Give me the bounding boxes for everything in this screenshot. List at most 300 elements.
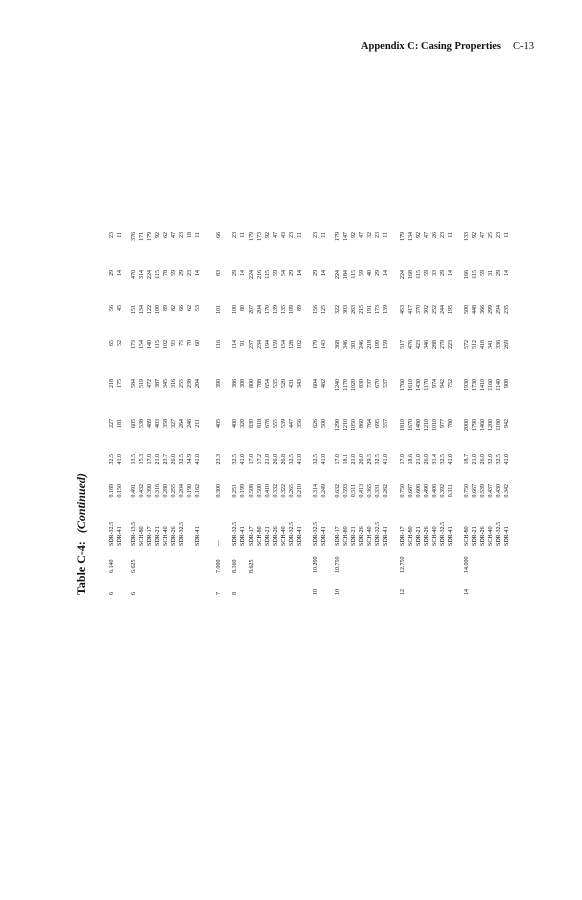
cell-col-a: 764 xyxy=(367,419,374,428)
cell-sdr: 32.5 xyxy=(496,454,503,465)
cell-col-c: 70 xyxy=(187,340,194,346)
cell-col-b: 343 xyxy=(297,379,304,388)
nominal-size: 10 xyxy=(335,589,341,595)
cell-designation: SCH-40 xyxy=(488,526,495,546)
cell-col-b: 175 xyxy=(117,379,124,388)
table-row xyxy=(194,125,202,595)
cell-col-c: 116 xyxy=(216,340,222,349)
cell-wall: 0.490 xyxy=(424,484,431,498)
cell-wall: 0.249 xyxy=(321,484,328,498)
cell-sdr: 34.9 xyxy=(187,454,194,465)
cell-col-b: 830 xyxy=(359,379,366,388)
table-row xyxy=(146,125,154,595)
cell-col-a: 678 xyxy=(265,419,272,428)
cell-col-f: 171 xyxy=(139,232,146,241)
cell-designation: SCH-40 xyxy=(163,526,170,546)
cell-col-b: 238 xyxy=(187,379,194,388)
table-row xyxy=(264,125,272,595)
cell-wall: 0.593 xyxy=(343,484,350,498)
cell-col-e: 29 xyxy=(232,270,238,276)
cell-col-d: 53 xyxy=(195,305,202,311)
cell-col-e: 14 xyxy=(504,270,511,276)
cell-col-e: 115 xyxy=(416,270,423,279)
cell-designation: SDR-41 xyxy=(240,526,247,546)
cell-sdr: 26.0 xyxy=(359,454,366,465)
cell-col-d: 134 xyxy=(139,305,146,314)
cell-col-a: 1290 xyxy=(335,419,341,431)
cell-designation: SDR-26 xyxy=(359,526,366,546)
cell-col-d: 366 xyxy=(480,305,487,314)
outside-diameter: 10.750 xyxy=(335,556,341,573)
cell-designation: SDR-21 xyxy=(472,526,479,546)
cell-col-d: 135 xyxy=(281,305,288,314)
cell-col-e: 29 xyxy=(440,270,447,276)
cell-col-d: 191 xyxy=(367,305,374,314)
cell-sdr: 26.8 xyxy=(281,454,288,465)
cell-col-e: 14 xyxy=(117,270,124,276)
cell-col-e: 14 xyxy=(195,270,202,276)
cell-col-b: 204 xyxy=(195,379,202,388)
cell-col-c: 140 xyxy=(147,340,154,349)
page-number: C-13 xyxy=(513,41,534,52)
cell-col-e: 29 xyxy=(109,270,115,276)
cell-col-e: 29 xyxy=(375,270,382,276)
cell-wall: 0.251 xyxy=(232,484,238,498)
cell-col-d: 100 xyxy=(155,305,162,314)
cell-designation: SCH-80 xyxy=(257,526,264,546)
cell-col-a: 2000 xyxy=(464,419,470,431)
cell-designation: SDR-32.5 xyxy=(375,521,382,546)
table-row xyxy=(288,125,296,595)
cell-col-b: 1760 xyxy=(400,379,406,391)
cell-designation: SDR-32.5 xyxy=(109,521,115,546)
cell-col-f: 147 xyxy=(343,232,350,241)
cell-col-b: 737 xyxy=(367,379,374,388)
cell-col-f: 11 xyxy=(448,232,455,238)
cell-col-e: 54 xyxy=(281,270,288,276)
cell-col-c: 52 xyxy=(117,340,124,346)
cell-col-f: 376 xyxy=(131,232,137,241)
cell-sdr: 18.6 xyxy=(408,454,415,465)
cell-col-e: 14 xyxy=(297,270,304,276)
cell-col-d: 89 xyxy=(297,305,304,311)
nominal-size: 10 xyxy=(313,589,319,595)
cell-col-f: 11 xyxy=(195,232,202,238)
table-row xyxy=(358,125,366,595)
cell-wall: 0.606 xyxy=(416,484,423,498)
cell-col-e: 216 xyxy=(257,270,264,279)
cell-col-c: 517 xyxy=(400,340,406,349)
cell-col-f: 23 xyxy=(179,232,186,238)
cell-sdr: 32.5 xyxy=(375,454,382,465)
cell-col-d: 207 xyxy=(249,305,255,314)
cell-wall: 0.430 xyxy=(496,484,503,498)
cell-wall: 0.687 xyxy=(408,484,415,498)
cell-designation: SCH-80 xyxy=(343,526,350,546)
cell-designation: SDR-41 xyxy=(383,526,390,546)
cell-wall: 0.262 xyxy=(383,484,390,498)
cell-designation: SDR-41 xyxy=(297,526,304,546)
cell-col-a: 1670 xyxy=(408,419,415,431)
cell-col-b: 519 xyxy=(139,379,146,388)
cell-col-a: 539 xyxy=(281,419,288,428)
cell-col-b: 390 xyxy=(216,379,222,388)
cell-col-d: 89 xyxy=(163,305,170,311)
cell-col-c: 288 xyxy=(432,340,439,349)
cell-col-a: 227 xyxy=(109,419,115,428)
cell-col-a: 489 xyxy=(147,419,154,428)
cell-designation: SCH-40 xyxy=(367,526,374,546)
cell-col-c: 423 xyxy=(416,340,423,349)
cell-sdr: 21.0 xyxy=(155,454,162,465)
nominal-size: 14 xyxy=(464,589,470,595)
cell-col-c: 173 xyxy=(131,340,137,349)
cell-col-e: 83 xyxy=(216,270,222,276)
cell-sdr: 32.0 xyxy=(488,454,495,465)
cell-wall: 0.406 xyxy=(432,484,439,498)
cell-designation: SDR-41 xyxy=(117,526,124,546)
cell-col-c: 60 xyxy=(195,340,202,346)
outside-diameter: 6.625 xyxy=(131,559,137,573)
cell-col-b: 942 xyxy=(440,379,447,388)
cell-col-f: 92 xyxy=(155,232,162,238)
table-row xyxy=(108,125,116,595)
cell-col-c: 301 xyxy=(351,340,358,349)
cell-col-c: 269 xyxy=(504,340,511,349)
cell-col-b: 520 xyxy=(281,379,288,388)
cell-col-d: 66 xyxy=(179,305,186,311)
cell-col-a: 405 xyxy=(216,419,222,428)
cell-sdr: 32.5 xyxy=(289,454,296,465)
cell-col-d: 101 xyxy=(216,305,222,314)
cell-col-d: 322 xyxy=(335,305,341,314)
cell-designation: SDR-26 xyxy=(480,526,487,546)
cell-designation: SDR-41 xyxy=(321,526,328,546)
cell-designation: SDR-26 xyxy=(171,526,178,546)
cell-col-d: 62 xyxy=(187,305,194,311)
cell-col-b: 218 xyxy=(109,379,115,388)
table-row xyxy=(186,125,194,595)
cell-col-b: 386 xyxy=(232,379,238,388)
outside-diameter: 8.625 xyxy=(249,559,255,573)
cell-col-d: 417 xyxy=(408,305,415,314)
cell-col-e: 314 xyxy=(139,270,146,279)
cell-col-f: 179 xyxy=(400,232,406,241)
cell-col-d: 56 xyxy=(109,305,115,311)
table-row xyxy=(248,125,256,595)
cell-designation: SCH-40 xyxy=(432,526,439,546)
cell-col-f: 62 xyxy=(163,232,170,238)
cell-col-d: 263 xyxy=(351,305,358,314)
cell-col-a: 605 xyxy=(131,419,137,428)
cell-col-e: 166 xyxy=(464,270,470,279)
cell-wall: 0.432 xyxy=(139,484,146,498)
cell-sdr: 18.1 xyxy=(343,454,350,465)
cell-wall: 0.437 xyxy=(488,484,495,498)
cell-col-d: 204 xyxy=(257,305,264,314)
cell-col-a: 211 xyxy=(195,419,202,428)
table-row xyxy=(431,125,439,595)
cell-col-b: 788 xyxy=(257,379,264,388)
cell-col-b: 974 xyxy=(432,379,439,388)
cell-sdr: 23.3 xyxy=(216,454,222,465)
cell-col-a: 500 xyxy=(321,419,328,428)
cell-col-e: 224 xyxy=(249,270,255,279)
cell-col-e: 33 xyxy=(432,270,439,276)
table-row xyxy=(350,125,358,595)
cell-wall: 0.390 xyxy=(147,484,154,498)
table-row xyxy=(342,125,350,595)
cell-col-c: 218 xyxy=(367,340,374,349)
cell-col-b: 1410 xyxy=(480,379,487,391)
cell-col-b: 537 xyxy=(383,379,390,388)
cell-wall: 0.508 xyxy=(249,484,255,498)
cell-col-b: 1140 xyxy=(496,379,503,391)
cell-col-d: 453 xyxy=(400,305,406,314)
cell-col-d: 45 xyxy=(117,305,124,311)
cell-wall: 0.255 xyxy=(171,484,178,498)
cell-col-e: 14 xyxy=(321,270,328,276)
cell-wall: 0.311 xyxy=(448,484,455,498)
cell-col-f: 23 xyxy=(289,232,296,238)
table-row xyxy=(296,125,304,595)
cell-sdr: 32.5 xyxy=(179,454,186,465)
cell-col-f: 11 xyxy=(117,232,124,238)
cell-col-a: 1010 xyxy=(432,419,439,431)
cell-wall: 0.265 xyxy=(289,484,296,498)
cell-sdr: 41.0 xyxy=(448,454,455,465)
cell-wall: 0.162 xyxy=(195,484,202,498)
cell-col-a: 557 xyxy=(383,419,390,428)
cell-wall: 0.280 xyxy=(163,484,170,498)
cell-sdr: 17.0 xyxy=(400,454,406,465)
table-row xyxy=(162,125,170,595)
cell-col-c: 65 xyxy=(109,340,115,346)
cell-col-c: 75 xyxy=(179,340,186,346)
cell-col-c: 237 xyxy=(249,340,255,349)
cell-col-f: 133 xyxy=(464,232,470,241)
cell-sdr: 13.5 xyxy=(131,454,137,465)
cell-wall: 0.190 xyxy=(187,484,194,498)
cell-col-c: 154 xyxy=(281,340,288,349)
cell-col-c: 234 xyxy=(257,340,264,349)
table-row xyxy=(399,125,407,595)
cell-col-e: 470 xyxy=(131,270,137,279)
cell-col-f: 11 xyxy=(297,232,304,238)
cell-designation: SDR-17 xyxy=(335,526,341,546)
table-row xyxy=(334,125,342,595)
cell-col-e: 59 xyxy=(424,270,431,276)
cell-designation: SDR-32.5 xyxy=(496,521,503,546)
cell-sdr: 26.0 xyxy=(424,454,431,465)
cell-col-a: 555 xyxy=(273,419,280,428)
cell-col-e: 59 xyxy=(480,270,487,276)
cell-col-a: 830 xyxy=(249,419,255,428)
cell-wall: 0.392 xyxy=(440,484,447,498)
cell-col-c: 341 xyxy=(488,340,495,349)
cell-sdr: 41.0 xyxy=(117,454,124,465)
cell-col-b: 1430 xyxy=(416,379,423,391)
cell-col-f: 11 xyxy=(383,232,390,238)
cell-sdr: 26.0 xyxy=(171,454,178,465)
cell-col-d: 448 xyxy=(472,305,479,314)
cell-col-b: 1930 xyxy=(464,379,470,391)
cell-col-e: 29 xyxy=(496,270,503,276)
cell-col-c: 102 xyxy=(297,340,304,349)
cell-col-c: 246 xyxy=(359,340,366,349)
cell-sdr: 18.7 xyxy=(464,454,470,465)
cell-col-b: 316 xyxy=(171,379,178,388)
cell-col-a: 1180 xyxy=(496,419,503,431)
cell-designation: SCH-80 xyxy=(464,526,470,546)
cell-col-a: 447 xyxy=(289,419,296,428)
cell-col-b: 1730 xyxy=(472,379,479,391)
cell-designation: SDR-17 xyxy=(147,526,154,546)
cell-col-d: 100 xyxy=(232,305,238,314)
cell-col-e: 59 xyxy=(273,270,280,276)
cell-sdr: 41.0 xyxy=(297,454,304,465)
nominal-size: 12 xyxy=(400,589,406,595)
table-row xyxy=(463,125,471,595)
cell-col-a: 1810 xyxy=(400,419,406,431)
cell-wall: 0.332 xyxy=(273,484,280,498)
cell-col-d: 215 xyxy=(359,305,366,314)
cell-wall: 0.410 xyxy=(265,484,272,498)
cell-col-f: 179 xyxy=(249,232,255,241)
cell-sdr: 17.0 xyxy=(335,454,341,465)
cell-col-c: 223 xyxy=(448,340,455,349)
cell-col-a: 246 xyxy=(187,419,194,428)
cell-col-d: 151 xyxy=(131,305,137,314)
cell-col-b: 670 xyxy=(375,379,382,388)
cell-col-b: 482 xyxy=(321,379,328,388)
cell-col-f: 179 xyxy=(147,232,154,241)
cell-col-e: 59 xyxy=(171,270,178,276)
cell-wall: 0.413 xyxy=(359,484,366,498)
cell-wall: 0.750 xyxy=(464,484,470,498)
cell-col-b: 1610 xyxy=(408,379,415,391)
cell-col-e: 23 xyxy=(187,270,194,276)
cell-sdr: 41.0 xyxy=(383,454,390,465)
cell-wall: 0.491 xyxy=(131,484,137,498)
cell-sdr: 32.5 xyxy=(232,454,238,465)
cell-sdr: 29.5 xyxy=(367,454,374,465)
cell-col-b: 387 xyxy=(155,379,162,388)
cell-sdr: 41.0 xyxy=(504,454,511,465)
cell-sdr: 23.7 xyxy=(163,454,170,465)
cell-col-e: 14 xyxy=(383,270,390,276)
cell-sdr: 41.0 xyxy=(240,454,247,465)
cell-designation: SDR-13.5 xyxy=(131,521,137,546)
table-row xyxy=(447,125,455,595)
cell-col-e: 59 xyxy=(359,270,366,276)
cell-col-a: 1210 xyxy=(343,419,350,431)
cell-col-e: 40 xyxy=(367,270,374,276)
cell-designation: SCH-80 xyxy=(408,526,415,546)
cell-col-a: 1790 xyxy=(472,419,479,431)
cell-col-d: 294 xyxy=(496,305,503,314)
cell-col-f: 92 xyxy=(265,232,272,238)
cell-col-f: 11 xyxy=(240,232,247,238)
cell-col-a: 1200 xyxy=(488,419,495,431)
cell-wall: 0.189 xyxy=(109,484,115,498)
cell-wall: 0.322 xyxy=(281,484,288,498)
cell-col-e: 14 xyxy=(448,270,455,276)
table-row xyxy=(495,125,503,595)
cell-designation: SDR-17 xyxy=(400,526,406,546)
cell-col-d: 252 xyxy=(432,305,439,314)
table-row xyxy=(231,125,239,595)
cell-col-b: 535 xyxy=(273,379,280,388)
rotated-table-region xyxy=(74,115,511,595)
cell-sdr: 31.4 xyxy=(432,454,439,465)
cell-col-d: 244 xyxy=(440,305,447,314)
cell-col-b: 604 xyxy=(313,379,319,388)
cell-col-f: 26 xyxy=(432,232,439,238)
cell-wall: 0.314 xyxy=(313,484,319,498)
cell-col-b: 472 xyxy=(147,379,154,388)
cell-col-e: 115 xyxy=(472,270,479,279)
cell-col-e: 224 xyxy=(400,270,406,279)
cell-col-c: 159 xyxy=(273,340,280,349)
cell-col-e: 184 xyxy=(343,270,350,279)
cell-designation: SDR-21 xyxy=(265,526,272,546)
cell-col-e: 168 xyxy=(408,270,415,279)
cell-col-f: 92 xyxy=(472,232,479,238)
cell-col-c: 91 xyxy=(240,340,247,346)
cell-sdr: 41.0 xyxy=(321,454,328,465)
cell-sdr: 15.3 xyxy=(139,454,146,465)
cell-col-f: 47 xyxy=(171,232,178,238)
cell-col-a: 358 xyxy=(163,419,170,428)
cell-col-f: 47 xyxy=(273,232,280,238)
cell-col-d: 156 xyxy=(313,305,319,314)
cell-sdr: 17.0 xyxy=(249,454,255,465)
cell-col-c: 154 xyxy=(139,340,146,349)
cell-col-d: 173 xyxy=(375,305,382,314)
table-row xyxy=(178,125,186,595)
cell-col-d: 170 xyxy=(265,305,272,314)
cell-sdr: 26.0 xyxy=(273,454,280,465)
cell-col-a: 977 xyxy=(440,419,447,428)
cell-col-e: 78 xyxy=(163,270,170,276)
cell-designation: SDR-41 xyxy=(195,526,202,546)
cell-col-f: 11 xyxy=(321,232,328,238)
cell-col-e: 29 xyxy=(179,270,186,276)
cell-sdr: 32.5 xyxy=(313,454,319,465)
nominal-size: 6 xyxy=(131,592,137,595)
cell-col-f: 47 xyxy=(480,232,487,238)
cell-col-b: 800 xyxy=(249,379,255,388)
cell-col-f: 66 xyxy=(216,232,222,238)
nominal-size: 6 xyxy=(109,592,115,595)
cell-sdr: 21.0 xyxy=(265,454,272,465)
table-row xyxy=(215,125,223,595)
cell-col-b: 908 xyxy=(504,379,511,388)
cell-wall: 0.316 xyxy=(155,484,162,498)
cell-col-a: 1050 xyxy=(351,419,358,431)
cell-col-c: 102 xyxy=(163,340,170,349)
cell-col-c: 572 xyxy=(464,340,470,349)
table-row xyxy=(439,125,447,595)
cell-col-d: 303 xyxy=(343,305,350,314)
cell-sdr: 41.0 xyxy=(195,454,202,465)
cell-col-c: 336 xyxy=(496,340,503,349)
cell-designation: SDR-17 xyxy=(249,526,255,546)
cell-designation: SDR-32.5 xyxy=(179,521,186,546)
table-row xyxy=(320,125,328,595)
cell-col-e: 115 xyxy=(155,270,162,279)
